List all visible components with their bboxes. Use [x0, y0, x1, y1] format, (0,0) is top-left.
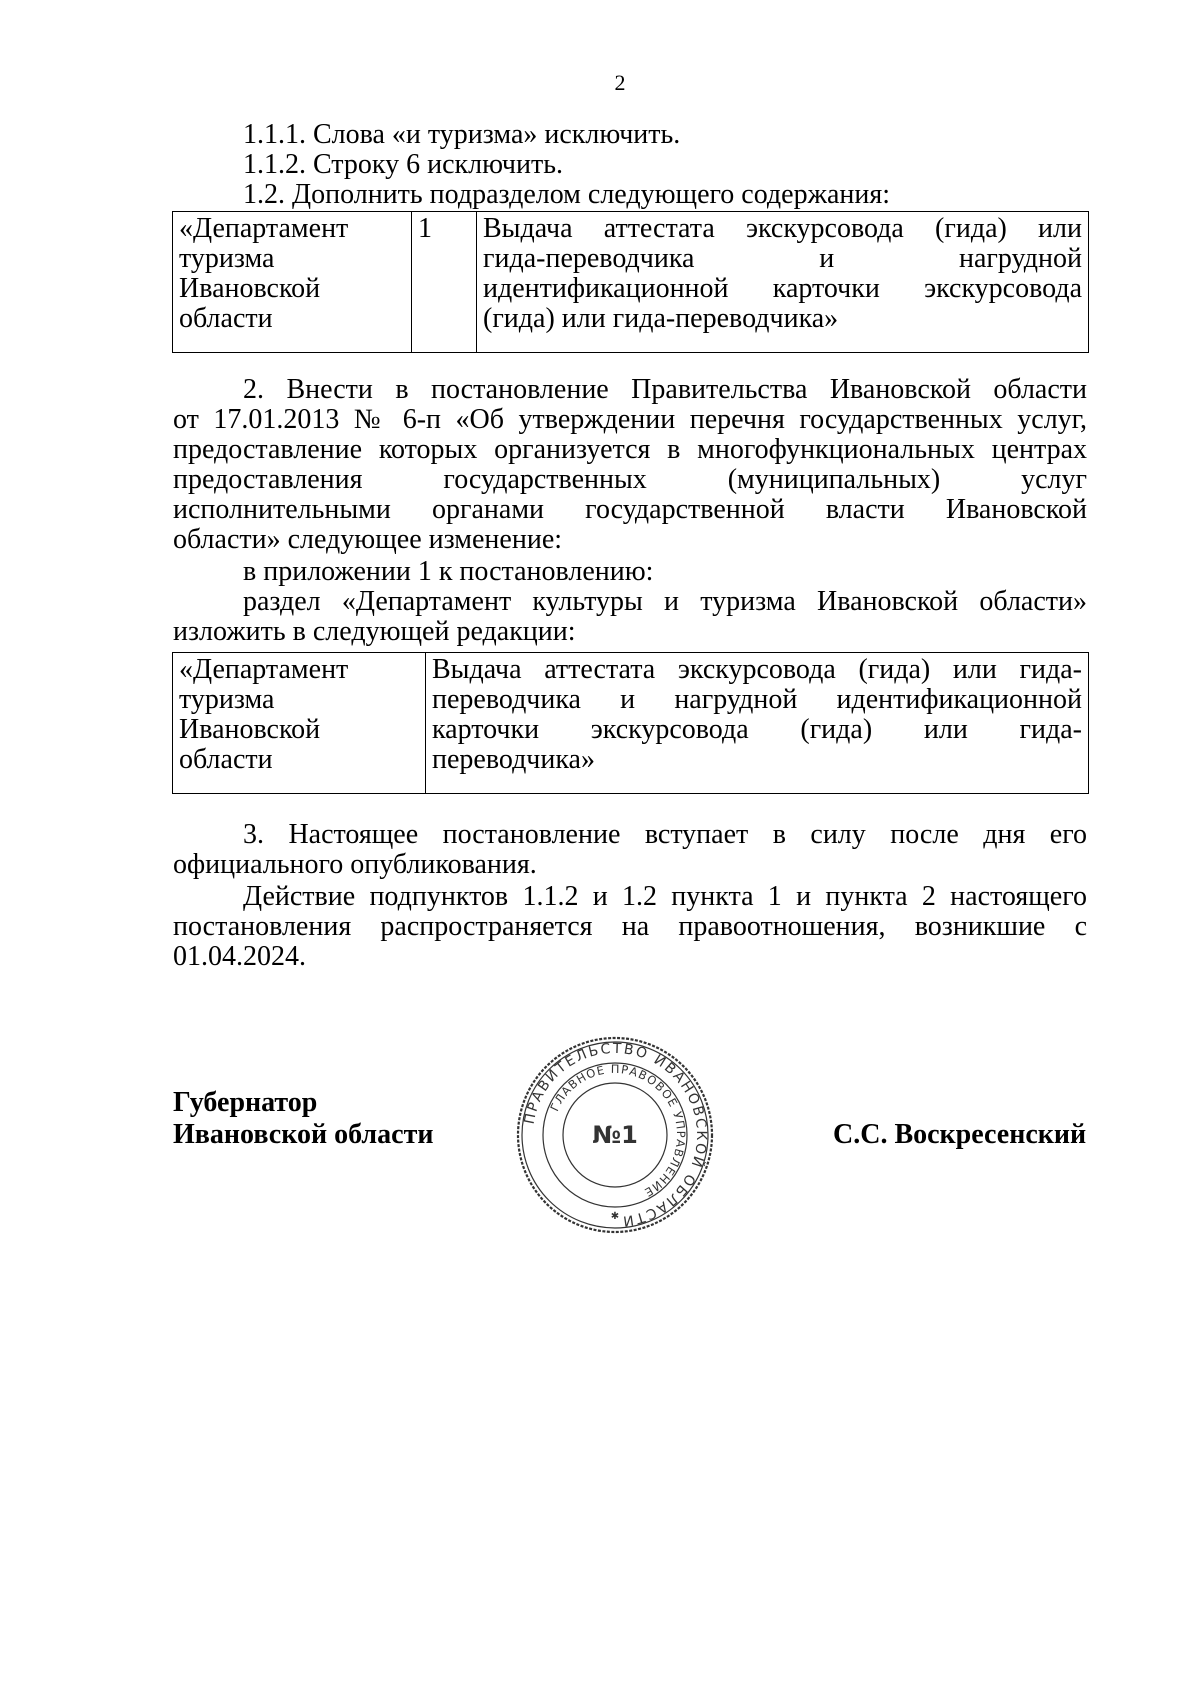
cell-line: области — [179, 744, 273, 775]
table-row — [173, 653, 1089, 794]
stamp-outer-text: ПРАВИТЕЛЬСТВО ИВАНОВСКОЙ ОБЛАСТИ — [521, 1040, 710, 1229]
text-line: исполнительными органами государственной власти Ивановской — [173, 494, 1087, 525]
cell-line: Выдача аттестата экскурсовода (гида) или гида- — [432, 654, 1082, 685]
table-1 — [172, 211, 1089, 353]
text-line: 2. Внести в постановление Правительства Ивановской области — [243, 374, 1087, 405]
annex-line: в приложении 1 к постановлению: — [243, 556, 654, 587]
stamp-inner-text: ГЛАВНОЕ ПРАВОВОЕ УПРАВЛЕНИЕ — [547, 1061, 689, 1201]
item-1-1-1: 1.1.1. Слова «и туризма» исключить. — [243, 119, 681, 150]
cell-line: карточки экскурсовода (гида) или гида- — [432, 714, 1082, 745]
text-line: изложить в следующей редакции: — [173, 616, 576, 647]
signature-title-line2: Ивановской области — [173, 1119, 434, 1150]
cell-line: (гида) или гида-переводчика» — [483, 303, 839, 334]
table-cell-number — [412, 212, 477, 353]
item-1-1-2: 1.1.2. Строку 6 исключить. — [243, 149, 564, 180]
cell-line: переводчика и нагрудной идентификационной — [432, 684, 1082, 715]
table-row — [173, 212, 1089, 353]
table-2 — [172, 652, 1089, 794]
text-line: раздел «Департамент культуры и туризма Ивановской области» — [243, 586, 1087, 617]
text-line: предоставления государственных (муниципальных) услуг — [173, 464, 1087, 495]
text-line: Действие подпунктов 1.1.2 и 1.2 пункта 1 и пункта 2 настоящего — [243, 881, 1087, 912]
official-stamp — [515, 1035, 715, 1235]
cell-line: Выдача аттестата экскурсовода (гида) или — [483, 213, 1082, 244]
text-line: предоставление которых организуется в многофункциональных центрах — [173, 434, 1087, 465]
signature-title-line1: Губернатор — [173, 1087, 318, 1118]
page-number: 2 — [614, 70, 626, 95]
cell-line: идентификационной карточки экскурсовода — [483, 273, 1082, 304]
signature-name: С.С. Воскресенский — [833, 1119, 1087, 1150]
cell-line: Ивановской — [179, 273, 321, 304]
text-line: от 17.01.2013 № 6-п «Об утверждении перечня государственных услуг, — [173, 404, 1087, 435]
cell-line: туризма — [179, 243, 275, 274]
cell-line: гида-переводчика и нагрудной — [483, 243, 1082, 274]
stamp-number: №1 — [592, 1121, 638, 1149]
text-line: 3. Настоящее постановление вступает в силу после дня его — [243, 819, 1087, 850]
cell-line: переводчика» — [432, 744, 595, 775]
cell-line: области — [179, 303, 273, 334]
cell-line: «Департамент — [179, 213, 349, 244]
cell-line: туризма — [179, 684, 275, 715]
text-line: 01.04.2024. — [173, 941, 306, 972]
text-line: официального опубликования. — [173, 849, 537, 880]
item-1-2: 1.2. Дополнить подразделом следующего содержания: — [243, 179, 890, 210]
text-line: области» следующее изменение: — [173, 524, 563, 555]
text-line: постановления распространяется на правоотношения, возникшие с — [173, 911, 1087, 942]
table-cell-department — [173, 212, 412, 353]
cell-line: Ивановской — [179, 714, 321, 745]
cell-line: 1 — [418, 213, 432, 244]
table-cell-department — [173, 653, 426, 794]
cell-line: «Департамент — [179, 654, 349, 685]
table-cell-service — [477, 212, 1089, 353]
stamp-star-icon: ✱ — [610, 1211, 620, 1222]
table-cell-service — [426, 653, 1089, 794]
